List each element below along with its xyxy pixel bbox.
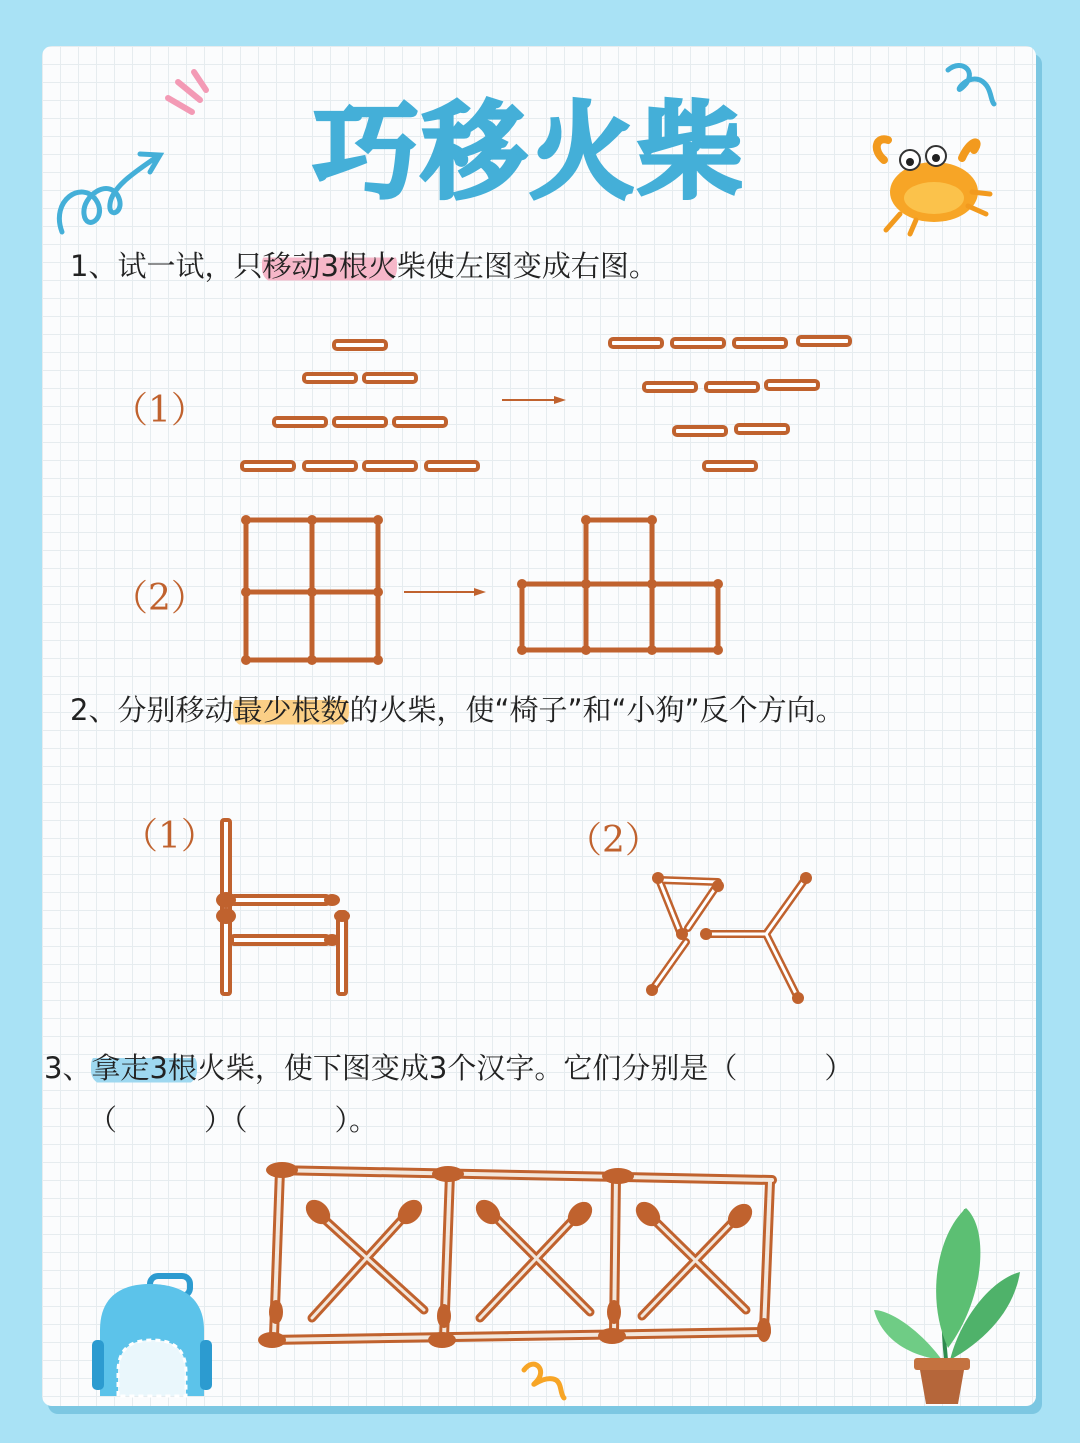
highlight-2: 最少根数: [233, 693, 350, 727]
question-3-line2: （ ）（ ）。: [88, 1103, 379, 1137]
label-q1-1: （1）: [112, 390, 207, 431]
crab-icon: [877, 139, 990, 234]
label-q2-1: （1）: [122, 816, 217, 857]
question-2: 2、分别移动最少根数的火柴，使“椅子”和“小狗”反个方向。: [70, 693, 845, 727]
plant-icon: [874, 1208, 1020, 1404]
q2-dog-figure: [652, 878, 806, 998]
q3-crosses: [312, 1206, 746, 1318]
q1-figure-2-result: [522, 520, 718, 650]
label-q1-2: （2）: [112, 578, 207, 619]
label-q2-2: （2）: [566, 820, 661, 861]
page-title: 巧移火柴: [313, 91, 746, 213]
question-1: 1、试一试，只移动3根火柴使左图变成右图。: [70, 249, 658, 283]
q1-arrow-2: [404, 588, 486, 596]
highlight-3: 拿走3根: [91, 1051, 197, 1085]
backpack-icon: [92, 1276, 212, 1396]
question-3: 3、拿走3根火柴，使下图变成3个汉字。它们分别是（ ）: [44, 1051, 854, 1085]
small-squiggle-icon: [524, 1364, 564, 1398]
q2-chair-figure: [222, 820, 346, 994]
q1-figure-1-result: [610, 337, 850, 470]
q1-arrow-1: [502, 396, 566, 404]
q1-figure-1: [242, 341, 478, 470]
highlight-1: 移动3根火: [262, 249, 397, 283]
pink-dash-icon: [168, 72, 206, 112]
swirl-arrow-icon: [59, 154, 160, 232]
squiggle-icon: [948, 65, 994, 104]
